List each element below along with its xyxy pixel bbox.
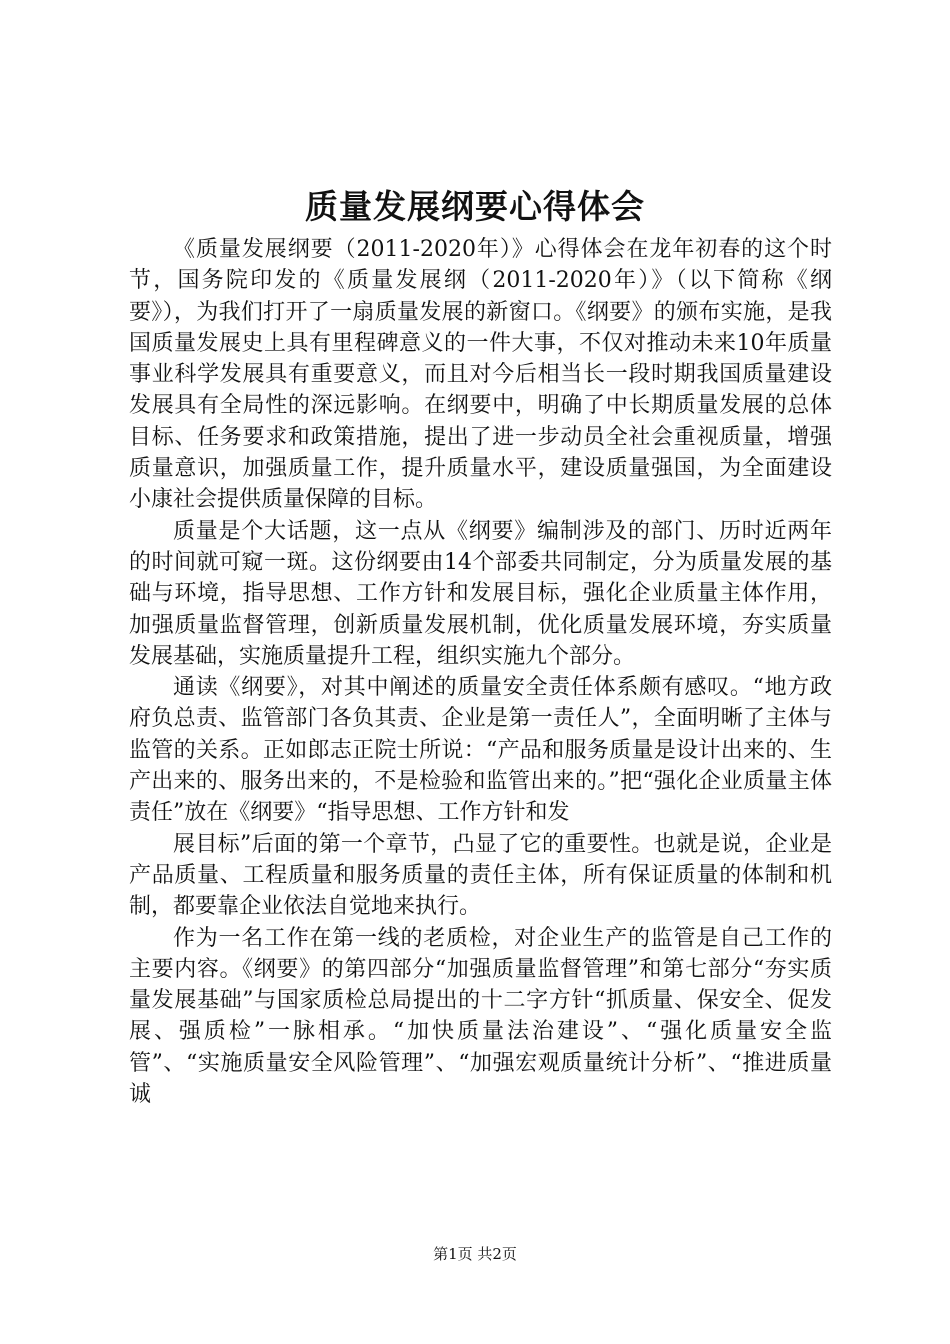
paragraph-1: 《质量发展纲要（2011-2020年）》心得体会在龙年初春的这个时节，国务院印发的《质量发展纲（2011-2020年）》（以下简称《纲要》），为我们打开了一扇质量发展的新窗口。《纲要》的颁布实施，是我国质量发展史上具有里程碑意义的一件大事，不仅对推动未来10年质量事业科学发展具有重要意义，而且对今后相当长一段时期我国质量建设发展具有全局性的深远影响。在纲要中，明确了中长期质量发展的总体目标、任务要求和政策措施，提出了进一步动员全社会重视质量，增强质量意识，加强质量工作，提升质量水平，建设质量强国，为全面建设小康社会提供质量保障的目标。 (129, 237, 832, 513)
paragraph-2: 质量是个大话题，这一点从《纲要》编制涉及的部门、历时近两年的时间就可窥一斑。这份纲要由14个部委共同制定，分为质量发展的基础与环境，指导思想、工作方针和发展目标，强化企业质量主体作用，加强质量监督管理，创新质量发展机制，优化质量发展环境，夯实质量发展基础，实施质量提升工程，组织实施九个部分。 (129, 518, 832, 669)
paragraph-5: 作为一名工作在第一线的老质检，对企业生产的监管是自己工作的主要内容。《纲要》的第四部分“加强质量监督管理”和第七部分“夯实质量发展基础”与国家质检总局提出的十二字方针“抓质量、保安全、促发展、强质检”一脉相承。“加快质量法治建设”、“强化质量安全监管”、“实施质量安全风险管理”、“加强宏观质量统计分析”、“推进质量诚 (129, 925, 832, 1108)
paragraph-4: 展目标”后面的第一个章节，凸显了它的重要性。也就是说，企业是产品质量、工程质量和服务质量的责任主体，所有保证质量的体制和机制，都要靠企业依法自觉地来执行。 (129, 831, 832, 920)
page-title: 质量发展纲要心得体会 (305, 187, 645, 226)
paragraph-3: 通读《纲要》，对其中阐述的质量安全责任体系颇有感叹。“地方政府负总责、监管部门各负其责、企业是第一责任人”，全面明晰了主体与监管的关系。正如郎志正院士所说：“产品和服务质量是设计出来的、生产出来的、服务出来的，不是检验和监管出来的。”把“强化企业质量主体责任”放在《纲要》“指导思想、工作方针和发 (129, 675, 832, 826)
document-body (129, 234, 832, 1110)
page-footer: 第1页 共2页 (433, 1245, 517, 1263)
